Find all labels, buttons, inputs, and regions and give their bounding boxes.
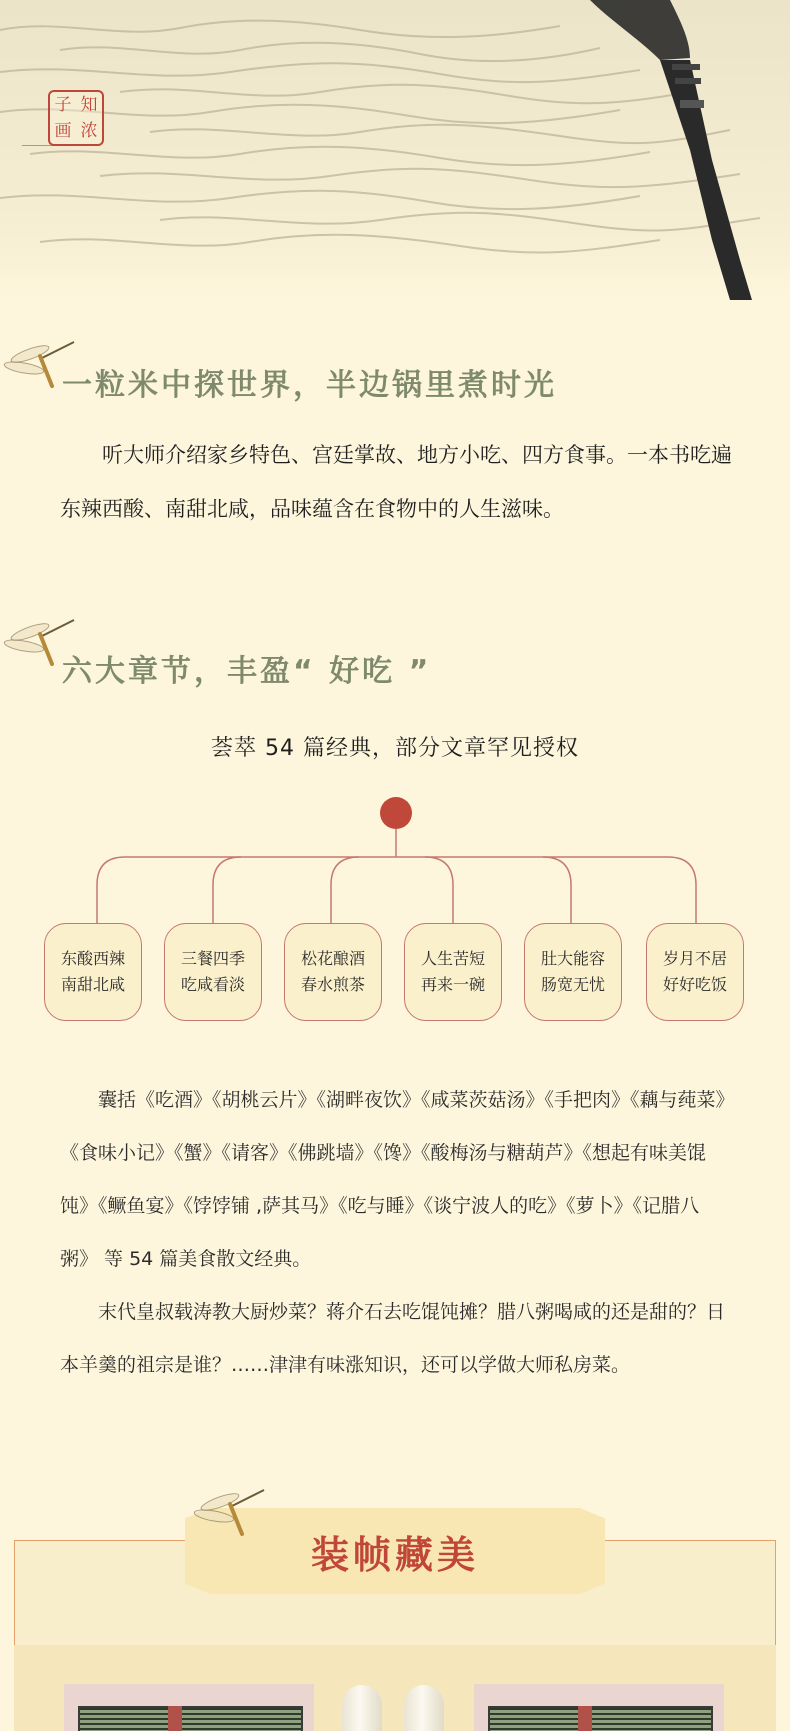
chapter-box <box>524 923 622 1021</box>
seal-stamp-icon <box>48 90 104 146</box>
chapter-line: 松花酿酒 <box>300 949 365 968</box>
section2-heading: 六大章节，丰盈“ 好吃 ” <box>62 654 432 689</box>
chapter-box <box>284 923 382 1021</box>
section1-heading: 一粒米中探世界，半边锅里煮时光 <box>62 368 557 403</box>
chapter-line: 肚大能容 <box>540 949 605 968</box>
chapter-box <box>164 923 262 1021</box>
ink-water-waves <box>0 0 790 300</box>
chapter-line: 再来一碗 <box>420 975 485 994</box>
window-blinds-image <box>78 1706 303 1731</box>
chapter-line: 肠宽无忧 <box>540 975 605 994</box>
chapter-line: 南甜北咸 <box>60 975 125 994</box>
chapter-line: 吃咸看淡 <box>180 975 245 994</box>
seal-char: 知 <box>80 94 98 115</box>
binding-banner-title: 装帧藏美 <box>310 1532 479 1577</box>
book-spine-image <box>404 1685 444 1731</box>
section1-heading-row <box>0 340 790 410</box>
chapter-line: 人生苦短 <box>420 949 485 968</box>
chapter-line: 东酸西辣 <box>60 949 125 968</box>
chapter-line: 好好吃饭 <box>662 975 727 994</box>
chapter-box <box>646 923 744 1021</box>
chapter-line: 春水煎茶 <box>300 975 365 994</box>
chapter-box <box>44 923 142 1021</box>
section1-paragraph: 听大师介绍家乡特色、宫廷掌故、地方小吃、四方食事。一本书吃遍东辣西酸、南甜北咸，品味蕴含在食物中的人生滋味。 <box>60 443 732 521</box>
seal-char: 浓 <box>80 120 98 141</box>
section2-body-paragraph-2: 末代皇叔载涛教大厨炒菜？蒋介石去吃馄饨摊？腊八粥喝咸的还是甜的？日本羊羹的祖宗是谁？……津津有味涨知识，还可以学做大师私房菜。 <box>60 1301 726 1376</box>
seal-char: 子 <box>54 94 72 115</box>
book-photo-right <box>474 1684 724 1731</box>
chapter-line: 三餐四季 <box>180 949 245 968</box>
hero-painting <box>0 0 790 300</box>
chapter-line: 岁月不居 <box>662 949 727 968</box>
section2-subtitle: 荟萃 54 篇经典，部分文章罕见授权 <box>211 736 579 761</box>
book-spine-image <box>342 1685 382 1731</box>
chapter-box <box>404 923 502 1021</box>
book-photo-left <box>64 1684 314 1731</box>
section2-body-paragraph: 囊括《吃酒》《胡桃云片》《湖畔夜饮》《咸菜茨菇汤》《手把肉》《藕与莼菜》《食味小记》《蟹》《请客》《佛跳墙》《馋》《酸梅汤与糖葫芦》《想起有味美馄饨》《鳜鱼宴》《饽饽铺 ,萨其马》《吃与睡》《谈宁波人的吃》《萝卜》《记腊八粥》 等 54 篇美食散文经典。 <box>60 1089 726 1270</box>
tree-root-dot <box>380 797 412 829</box>
window-frame <box>578 1706 592 1731</box>
window-frame <box>168 1706 182 1731</box>
window-blinds-image <box>488 1706 713 1731</box>
section2-heading-row <box>0 618 790 688</box>
seal-char: 画 <box>54 120 72 141</box>
